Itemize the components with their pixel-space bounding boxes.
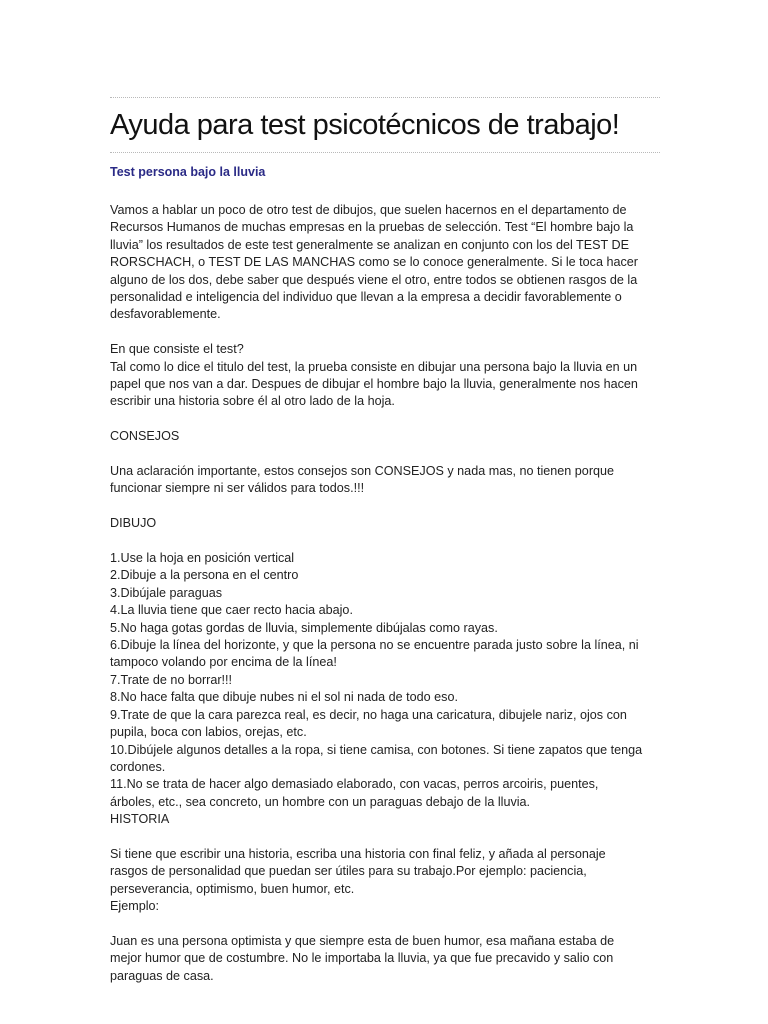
tip-item: 10.Dibújele algunos detalles a la ropa, si tiene camisa, con botones. Si tiene zapatos que tenga cordones. bbox=[110, 742, 643, 774]
page-title: Ayuda para test psicotécnicos de trabajo! bbox=[110, 109, 620, 141]
article-subtitle: Test persona bajo la lluvia bbox=[110, 165, 266, 179]
tip-item: 5.No haga gotas gordas de lluvia, simplemente dibújalas como rayas. bbox=[110, 620, 498, 635]
tip-item: 7.Trate de no borrar!!! bbox=[110, 672, 233, 687]
tip-item: 8.No hace falta que dibuje nubes ni el sol ni nada de todo eso. bbox=[110, 690, 458, 705]
dibujo-heading: DIBUJO bbox=[110, 516, 157, 531]
historia-heading: HISTORIA bbox=[110, 812, 170, 827]
consejos-paragraph: Una aclaración importante, estos consejos son CONSEJOS y nada mas, no tienen porque funcionar siempre ni ser válidos para todos.!!! bbox=[110, 464, 615, 496]
tip-item: 3.Dibújale paraguas bbox=[110, 585, 223, 600]
tip-item: 4.La lluvia tiene que caer recto hacia abajo. bbox=[110, 603, 353, 618]
tip-item: 11.No se trata de hacer algo demasiado elaborado, con vacas, perros arcoiris, puentes, árboles, etc., sea concreto, un hombre con un paraguas debajo de la lluvia. bbox=[110, 777, 599, 809]
top-divider bbox=[110, 97, 660, 98]
ejemplo-heading: Ejemplo: bbox=[110, 899, 159, 914]
consejos-heading: CONSEJOS bbox=[110, 429, 180, 444]
consiste-paragraph: Tal como lo dice el titulo del test, la prueba consiste en dibujar una persona bajo la lluvia en un papel que nos van a dar. Despues de dibujar el hombre bajo la lluvia, generalmente nos hacen escribir una historia sobre él al otro lado de la hoja. bbox=[110, 359, 638, 409]
consiste-heading: En que consiste el test? bbox=[110, 342, 244, 357]
historia-paragraph: Si tiene que escribir una historia, escriba una historia con final feliz, y añada al personaje rasgos de personalidad que puedan ser útiles para su trabajo.Por ejemplo: paciencia, perseverancia, optimismo, buen humor, etc. bbox=[110, 846, 606, 896]
article-body bbox=[110, 202, 660, 985]
tip-item: 9.Trate de que la cara parezca real, es decir, no haga una caricatura, dibujele nariz, ojos con pupila, boca con labios, orejas, etc. bbox=[110, 707, 627, 740]
ejemplo-paragraph: Juan es una persona optimista y que siempre esta de buen humor, esa mañana estaba de mejor humor que de costumbre. No le importaba la lluvia, ya que fue precavido y salio con paraguas de casa. bbox=[110, 933, 615, 983]
tip-item: 2.Dibuje a la persona en el centro bbox=[110, 568, 299, 583]
intro-paragraph: Vamos a hablar un poco de otro test de dibujos, que suelen hacernos en el departamento de Recursos Humanos de muchas empresas en la pruebas de selección. Test “El hombre bajo la lluvia” los resultados de este test generalmente se analizan en conjunto con los del TEST DE RORSCHACH, o TEST DE LAS MANCHAS como se lo conoce generalmente. Si le toca hacer alguno de los dos, debe saber que después viene el otro, entre todos se obtienen rasgos de la personalidad e inteligencia del individuo que llevan a la empresa a decidir favorablemente o desfavorablemente. bbox=[110, 203, 638, 322]
tip-item: 6.Dibuje la línea del horizonte, y que la persona no se encuentre parada justo sobre la línea, ni tampoco volando por encima de la línea! bbox=[110, 638, 639, 670]
document-page bbox=[110, 0, 660, 985]
title-divider bbox=[110, 152, 660, 153]
tip-item: 1.Use la hoja en posición vertical bbox=[110, 551, 295, 566]
